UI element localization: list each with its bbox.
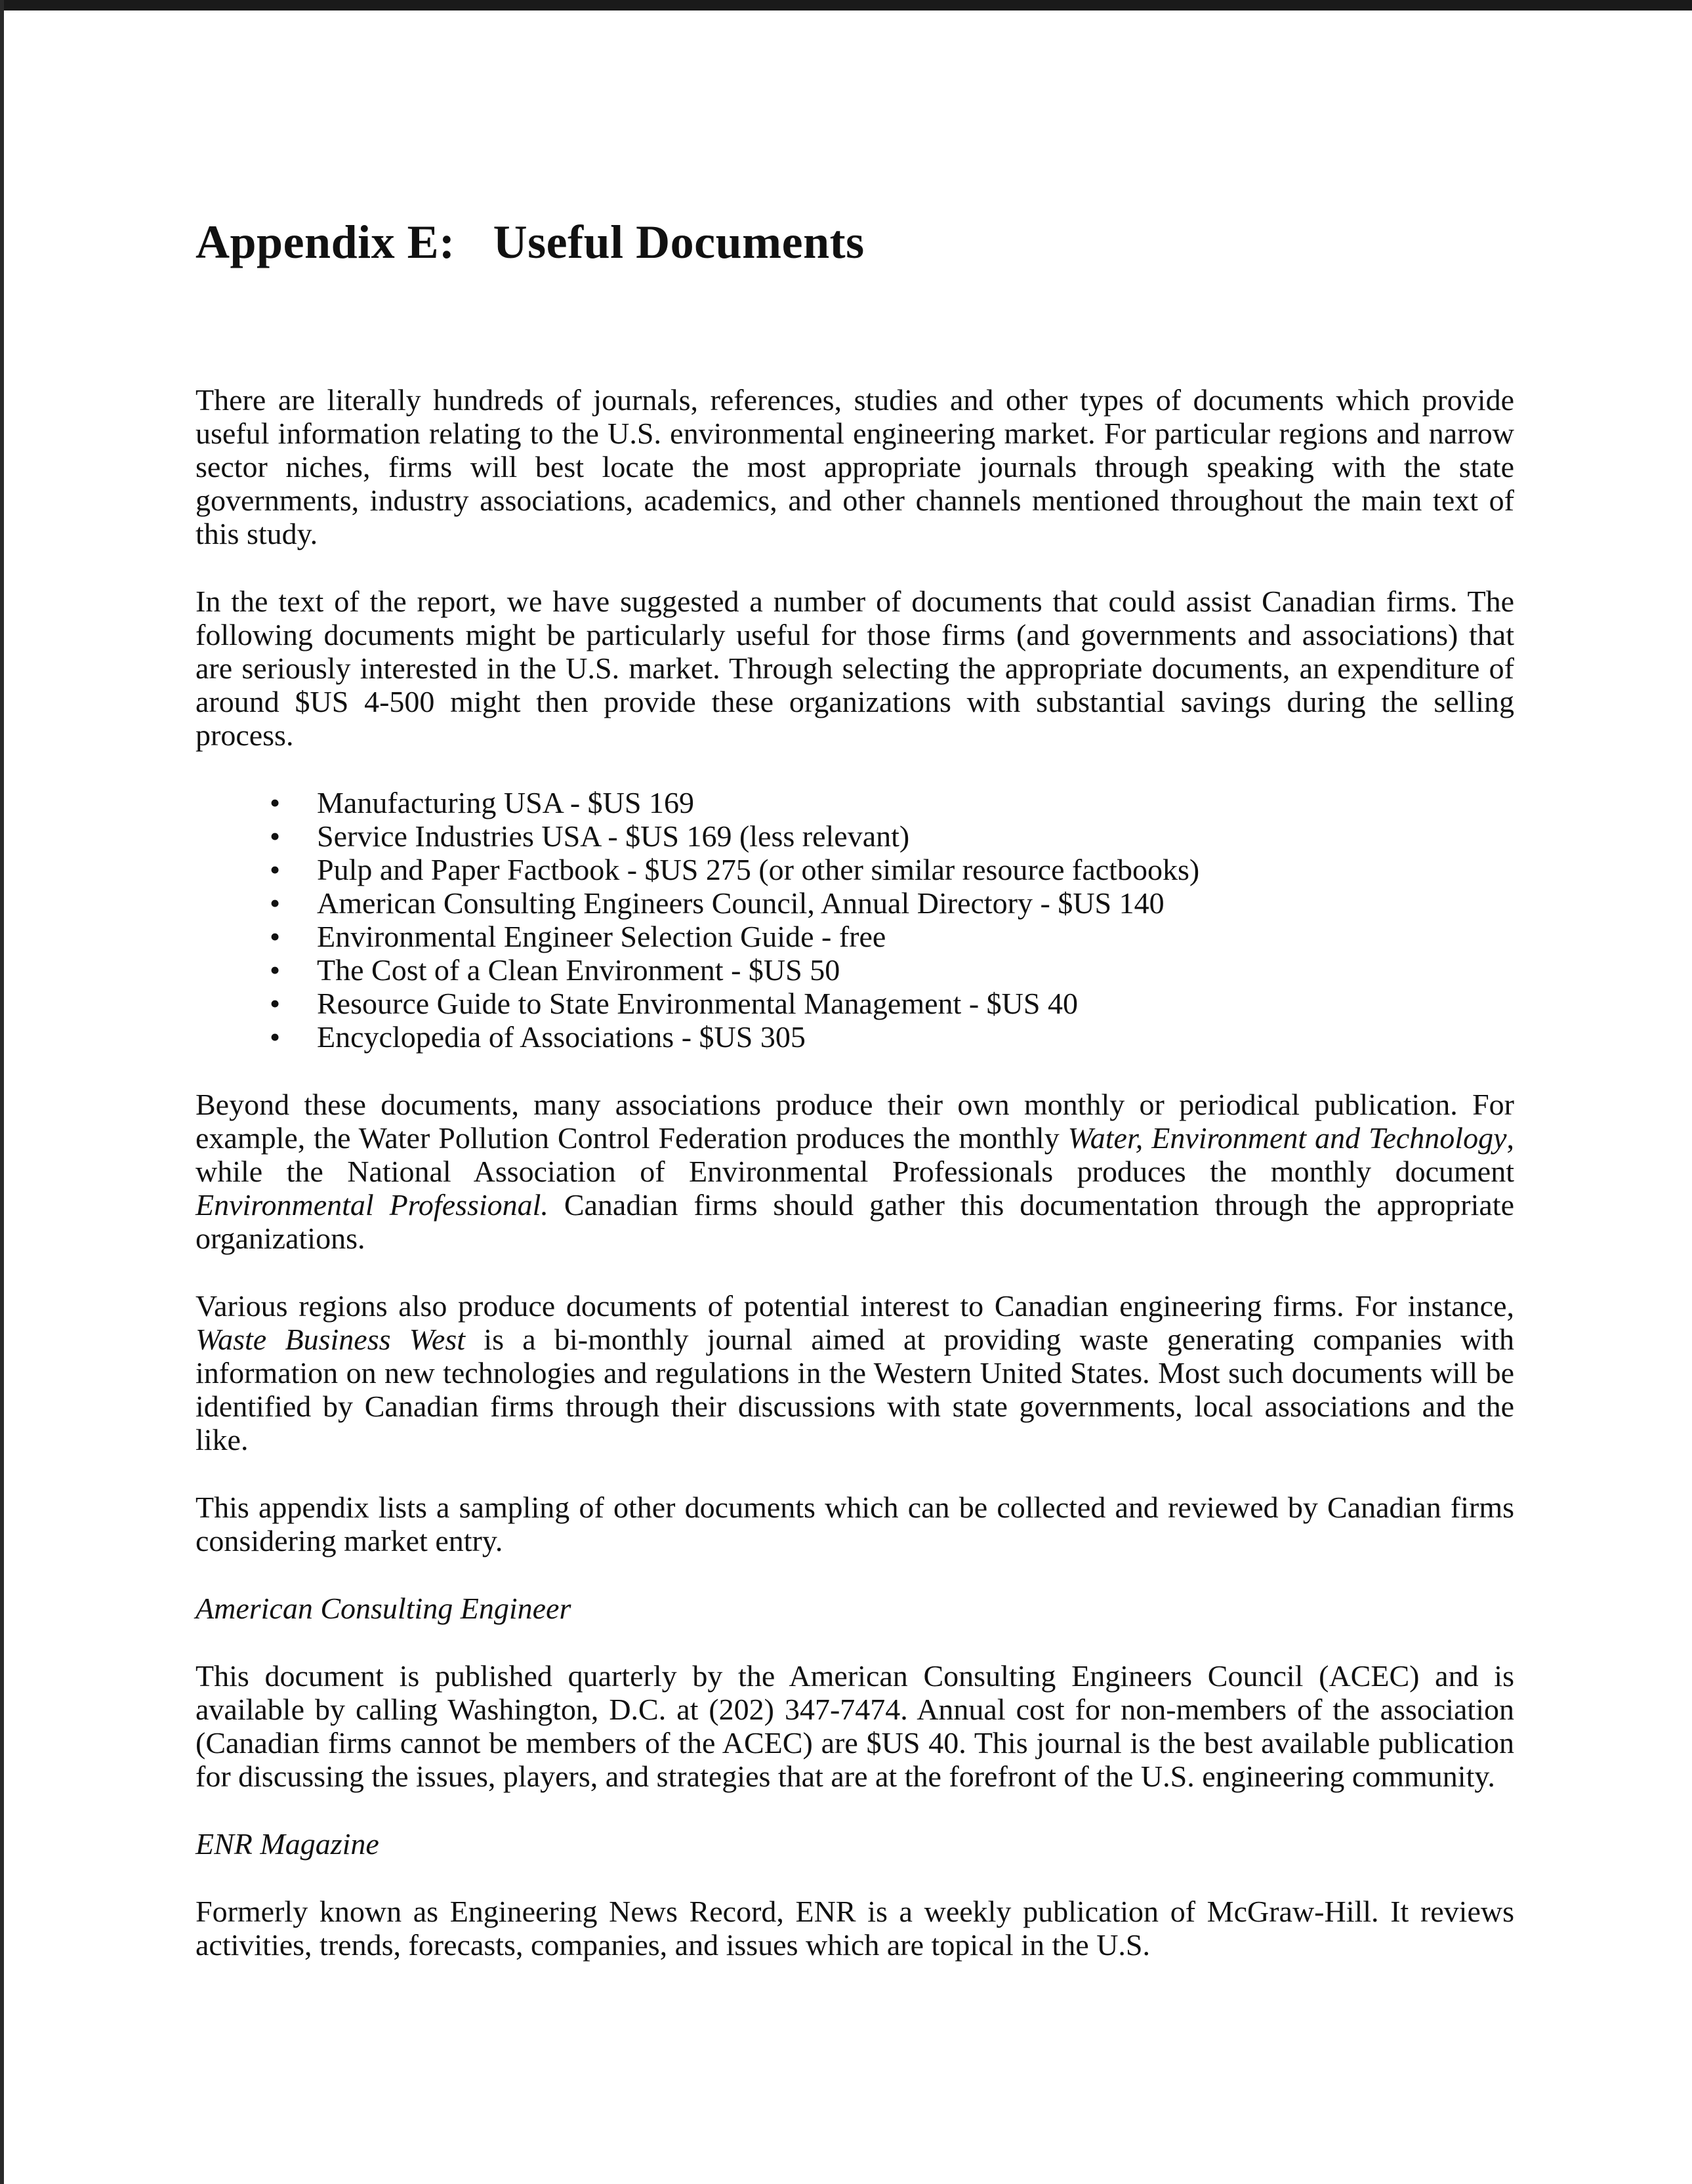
list-item (196, 987, 1514, 1020)
list-item (196, 1020, 1514, 1054)
intro-paragraph-1: There are literally hundreds of journals, references, studies and other types of documents which provide useful information relating to the U.S. environmental engineering market. For particular regions and narrow sector niches, firms will best locate the most appropriate journals through speaking with the state governments, industry associations, academics, and other channels mentioned throughout the main text of this study. (196, 383, 1514, 551)
list-item (196, 920, 1514, 953)
text-run: Various regions also produce documents of potential interest to Canadian engineering firms. For instance, (196, 1289, 1514, 1323)
bullet-icon: • (270, 819, 281, 854)
list-item-text: Environmental Engineer Selection Guide - free (317, 920, 886, 954)
text-run: is a bi-monthly journal aimed at providing waste generating companies with information on new technologies and regulations in the Western United States. Most such documents will be identified by Canadian firms through their discussions with state governments, local associations and the like. (196, 1323, 1514, 1457)
list-item (196, 853, 1514, 886)
journal-title-waste-business-west: Waste Business West (196, 1323, 465, 1357)
section-title-american-consulting-engineer: American Consulting Engineer (196, 1592, 571, 1626)
list-item (196, 819, 1514, 853)
appendix-title: Useful Documents (493, 216, 865, 268)
page-title (196, 216, 1514, 268)
list-item-text: Resource Guide to State Environmental Management - $US 40 (317, 987, 1078, 1021)
section-title-enr-magazine: ENR Magazine (196, 1827, 379, 1861)
section-body-enr-magazine: Formerly known as Engineering News Record, ENR is a weekly publication of McGraw-Hill. It reviews activities, trends, forecasts, companies, and issues which are topical in the U.S. (196, 1895, 1514, 1962)
regions-paragraph (196, 1289, 1514, 1456)
list-item (196, 886, 1514, 920)
list-item (196, 786, 1514, 819)
bullet-icon: • (270, 987, 281, 1021)
list-item-text: Service Industries USA - $US 169 (less relevant) (317, 819, 910, 854)
document-list (196, 786, 1514, 1054)
list-item-text: The Cost of a Clean Environment - $US 50 (317, 953, 840, 987)
beyond-paragraph (196, 1088, 1514, 1255)
scan-top-border (0, 0, 1692, 10)
journal-title-env-professional: Environmental Professional. (196, 1188, 548, 1222)
list-item-text: Pulp and Paper Factbook - $US 275 (or other similar resource factbooks) (317, 853, 1200, 887)
text-run: , while the National Association of Environmental Professionals produces the monthly document (196, 1121, 1514, 1189)
document-page (196, 216, 1514, 1996)
bullet-icon: • (270, 1020, 281, 1054)
bullet-icon: • (270, 920, 281, 954)
bullet-icon: • (270, 786, 281, 820)
bullet-icon: • (270, 886, 281, 920)
section-body-american-consulting-engineer: This document is published quarterly by the American Consulting Engineers Council (ACEC) and is available by calling Washington, D.C. at (202) 347-7474. Annual cost for non-members of the association (Canadian firms cannot be members of the ACEC) are $US 40. This journal is the best available publication for discussing the issues, players, and strategies that are at the forefront of the U.S. engineering community. (196, 1659, 1514, 1794)
text-run: Beyond these documents, many associations produce their own monthly or periodical publication. For example, the Water Pollution Control Federation produces the monthly (196, 1088, 1514, 1155)
appendix-label: Appendix E: (196, 216, 455, 268)
list-item-text: Encyclopedia of Associations - $US 305 (317, 1020, 806, 1054)
bullet-icon: • (270, 853, 281, 887)
journal-title-water-environment: Water, Environment and Technology (1067, 1121, 1507, 1155)
list-item (196, 953, 1514, 987)
list-item-text: Manufacturing USA - $US 169 (317, 786, 694, 820)
list-item-text: American Consulting Engineers Council, Annual Directory - $US 140 (317, 886, 1165, 920)
appendix-note: This appendix lists a sampling of other documents which can be collected and reviewed by Canadian firms considering market entry. (196, 1491, 1514, 1558)
scan-left-border (0, 0, 4, 2184)
text-run: Canadian firms should gather this documentation through the appropriate organizations. (196, 1188, 1514, 1256)
intro-paragraph-2: In the text of the report, we have suggested a number of documents that could assist Canadian firms. The following documents might be particularly useful for those firms (and governments and associations) that are seriously interested in the U.S. market. Through selecting the appropriate documents, an expenditure of around $US 4-500 might then provide these organizations with substantial savings during the selling process. (196, 585, 1514, 752)
bullet-icon: • (270, 953, 281, 987)
